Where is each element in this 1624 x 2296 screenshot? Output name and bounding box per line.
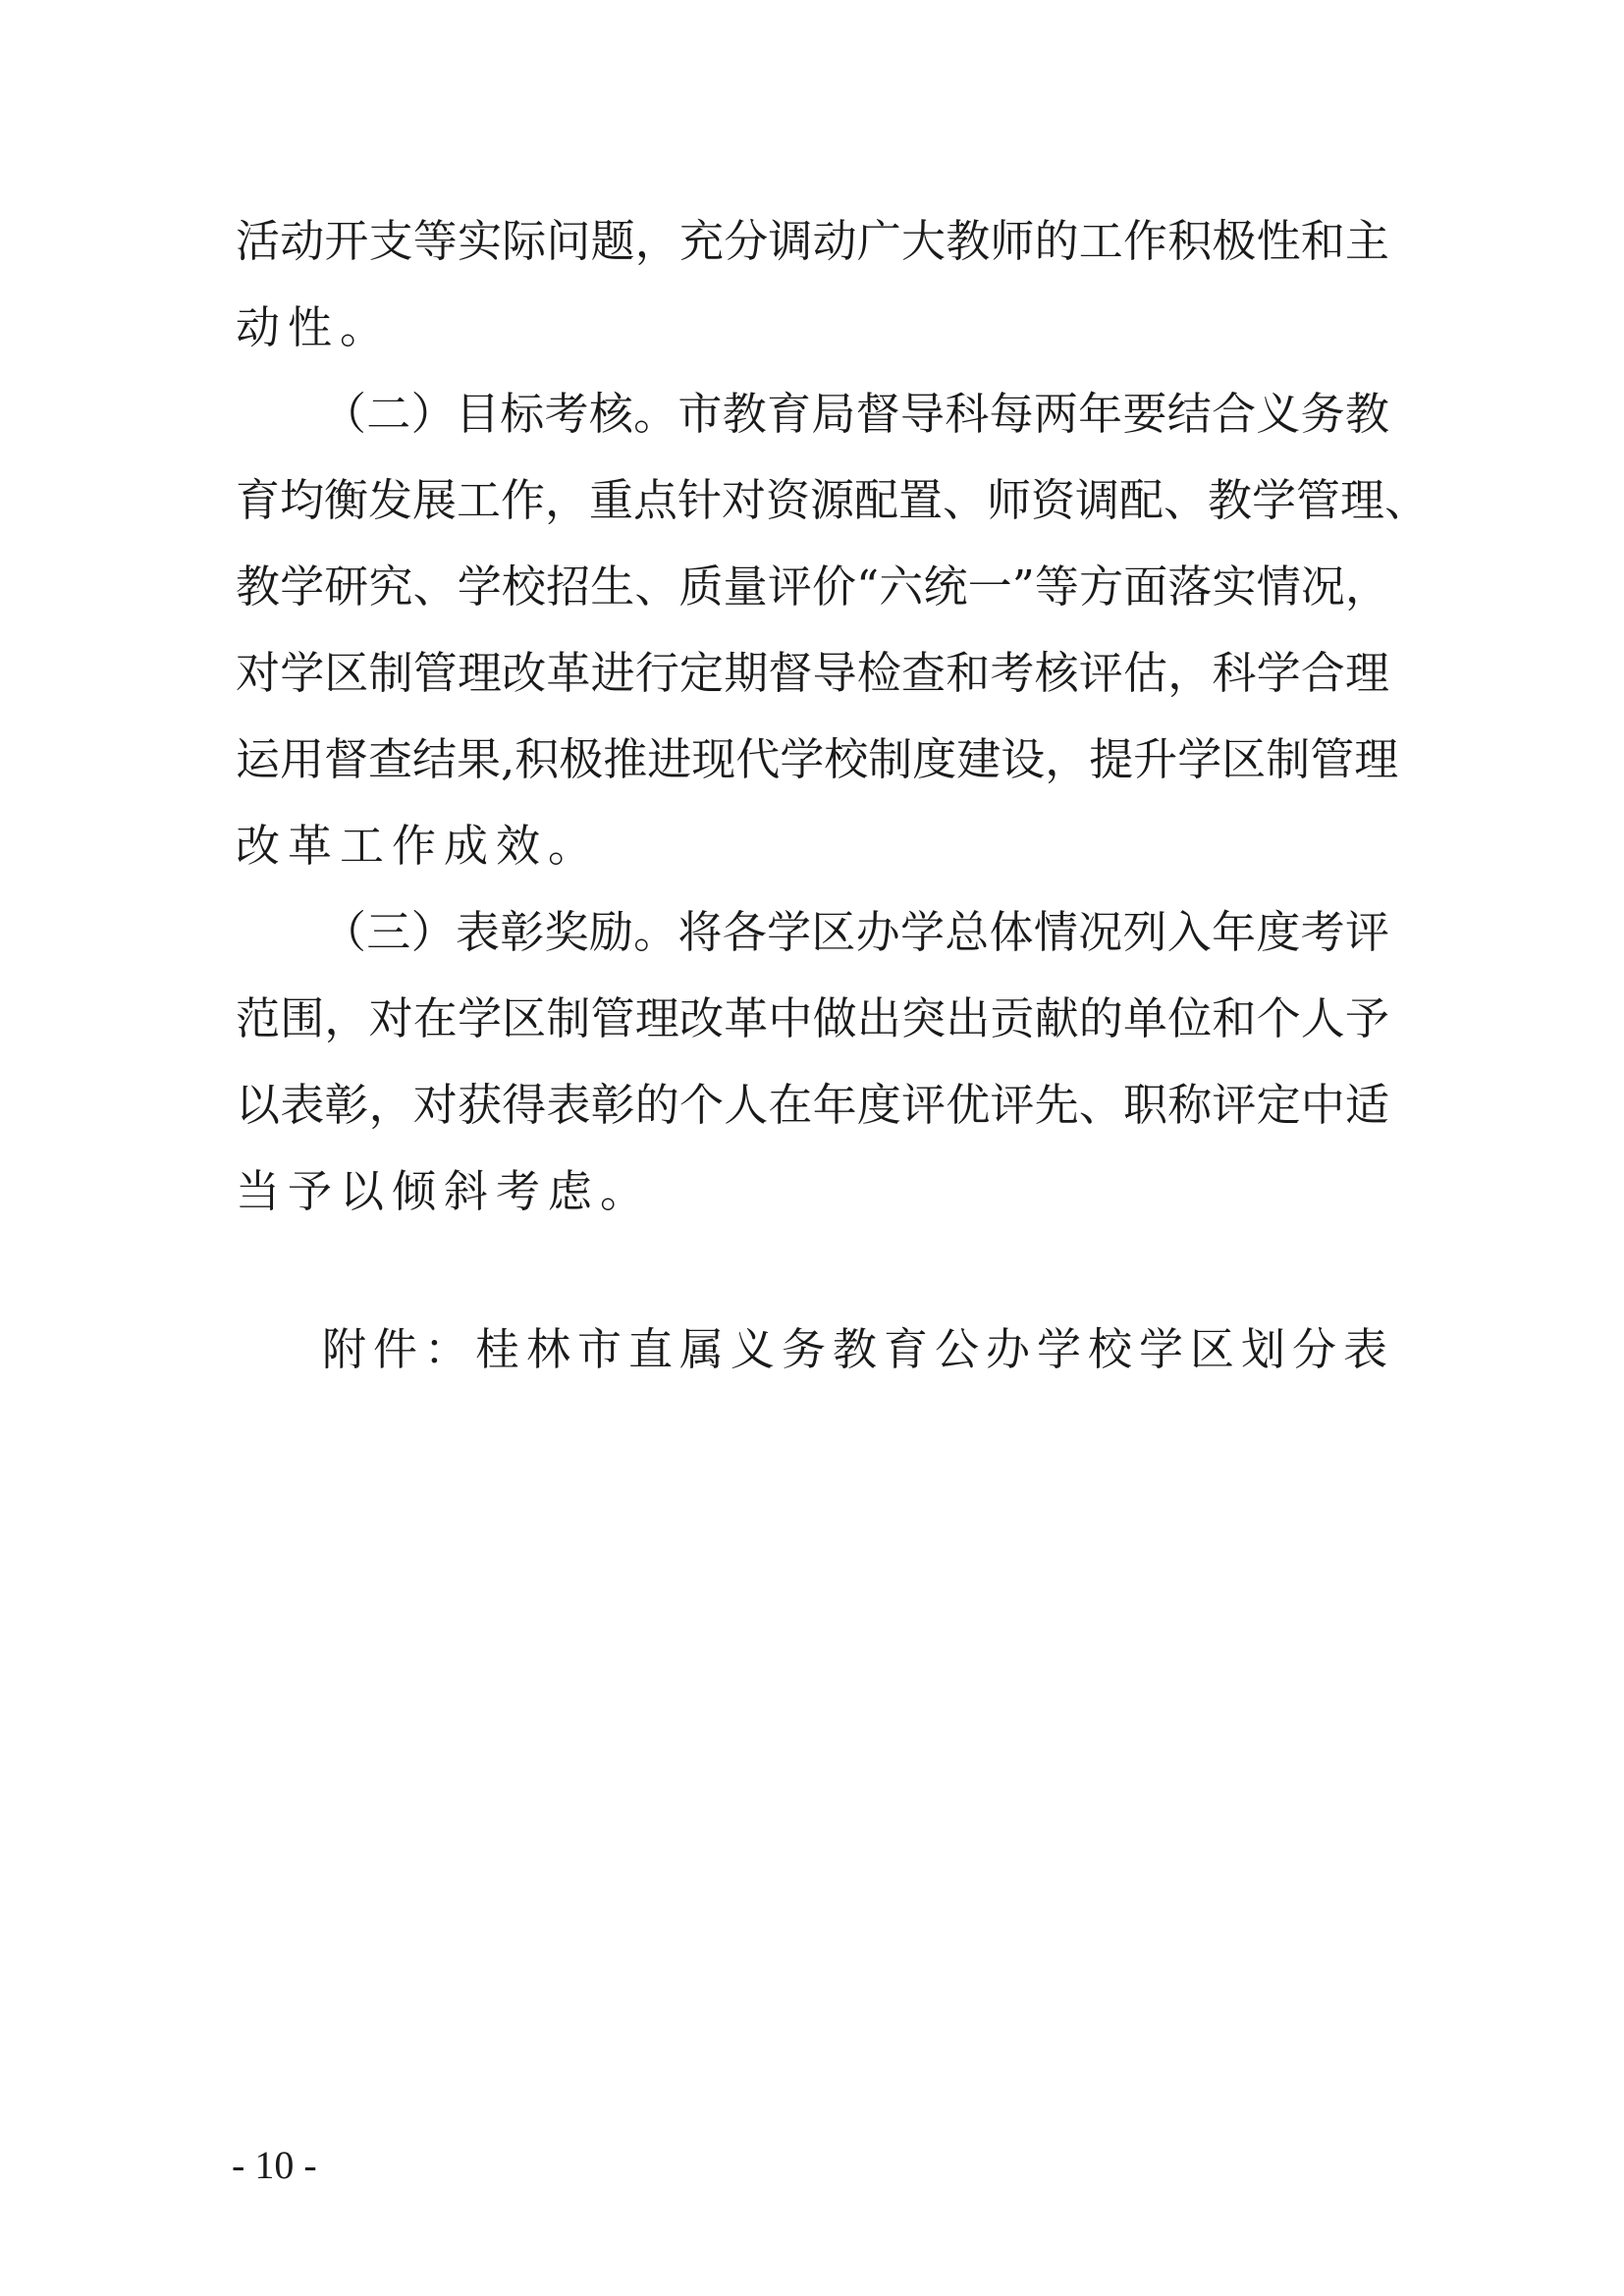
paragraph-2-line-3: 教学研究、学校招生、质量评价“六统一”等方面落实情况， (236, 561, 1389, 613)
paragraph-1-line-1: 活动开支等实际问题，充分调动广大教师的工作积极性和主 (236, 215, 1389, 267)
paragraph-1-line-2: 动性。 (236, 301, 393, 353)
paragraph-2-line-6: 改革工作成效。 (236, 820, 601, 872)
paragraph-3-line-2: 范围，对在学区制管理改革中做出突出贡献的单位和个人予 (236, 992, 1389, 1044)
paragraph-3-line-3: 以表彰，对获得表彰的个人在年度评优评先、职称评定中适 (236, 1079, 1389, 1131)
paragraph-2-line-1: （二）目标考核。市教育局督导科每两年要结合义务教 (322, 388, 1389, 440)
attachment-note: 附件：桂林市直属义务教育公办学校学区划分表 (322, 1323, 1395, 1375)
paragraph-3-line-4: 当予以倾斜考虑。 (236, 1165, 653, 1217)
paragraph-2-line-5: 运用督查结果,积极推进现代学校制度建设，提升学区制管理 (236, 733, 1399, 785)
page-number: - 10 - (232, 2143, 317, 2187)
paragraph-2-line-4: 对学区制管理改革进行定期督导检查和考核评估，科学合理 (236, 647, 1389, 699)
paragraph-3-line-1: （三）表彰奖励。将各学区办学总体情况列入年度考评 (322, 906, 1389, 958)
paragraph-2-line-2: 育均衡发展工作，重点针对资源配置、师资调配、教学管理、 (236, 474, 1430, 526)
